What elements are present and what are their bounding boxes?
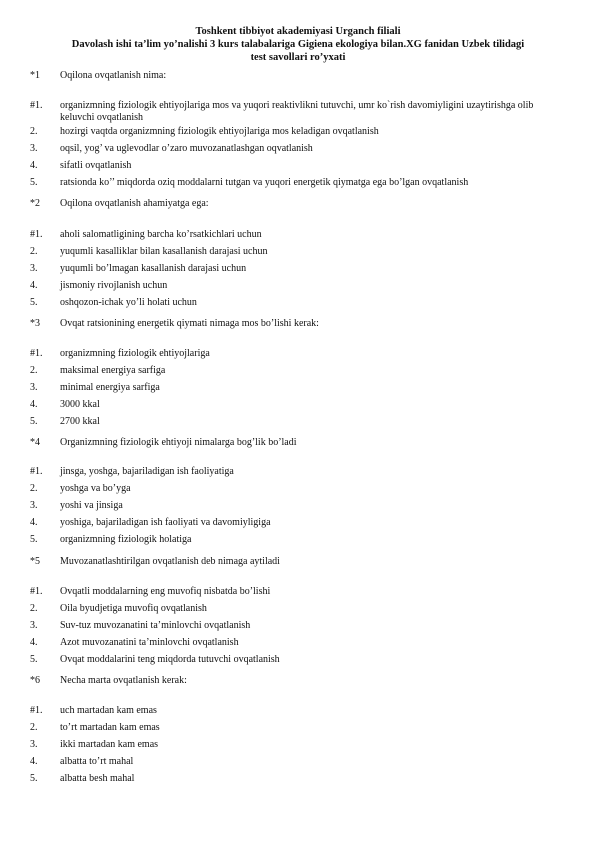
question-number: *6 bbox=[30, 675, 40, 686]
question-number: *4 bbox=[30, 437, 40, 448]
option-number: 5. bbox=[30, 654, 38, 665]
option-text: Suv-tuz muvozanatini ta’minlovchi ovqatlanish bbox=[60, 620, 251, 631]
question-number: *2 bbox=[30, 198, 40, 209]
option-number: 3. bbox=[30, 620, 38, 631]
option-text: Azot muvozanatini ta’minlovchi ovqatlanish bbox=[60, 637, 239, 648]
option-text: Ovqat moddalarini teng miqdorda tutuvchi ovqatlanish bbox=[60, 654, 280, 665]
document-title-line-1: Toshkent tibbiyot akademiyasi Urganch filiali bbox=[195, 26, 401, 37]
option-number: #1. bbox=[30, 586, 43, 597]
option-text: to’rt martadan kam emas bbox=[60, 722, 160, 733]
option-number: 5. bbox=[30, 773, 38, 784]
option-number: #1. bbox=[30, 100, 43, 111]
option-number: 3. bbox=[30, 739, 38, 750]
option-number: 2. bbox=[30, 246, 38, 257]
option-number: 2. bbox=[30, 603, 38, 614]
option-number: #1. bbox=[30, 229, 43, 240]
option-number: 4. bbox=[30, 756, 38, 767]
option-number: 5. bbox=[30, 416, 38, 427]
option-text: yoshiga, bajariladigan ish faoliyati va davomiyligiga bbox=[60, 517, 271, 528]
option-number: #1. bbox=[30, 466, 43, 477]
option-number: 2. bbox=[30, 126, 38, 137]
option-text: oqsil, yog’ va uglevodlar o’zaro muvozanatlashgan oqvatlanish bbox=[60, 143, 313, 154]
option-number: 5. bbox=[30, 177, 38, 188]
option-text: sifatli ovqatlanish bbox=[60, 160, 132, 171]
option-text: organizmning fiziologik holatiga bbox=[60, 534, 192, 545]
question-text: Oqilona ovqatlanish ahamiyatga ega: bbox=[60, 198, 209, 209]
option-text: organizmning fiziologik ehtiyojlariga mos va yuqori reaktivlikni tutuvchi, umr ko`rish davomiyligini uzaytirishga olib keluvchi ovqatlanish bbox=[60, 100, 534, 123]
option-text: ratsionda ko’’ miqdorda oziq moddalarni tutgan va yuqori energetik qiymatga ega bo’lgan ovqatlanish bbox=[60, 177, 469, 188]
option-text: yuqumli bo’lmagan kasallanish darajasi uchun bbox=[60, 263, 247, 274]
option-text: oshqozon-ichak yo’li holati uchun bbox=[60, 297, 197, 308]
option-text: yoshi va jinsiga bbox=[60, 500, 123, 511]
option-text: hozirgi vaqtda organizmning fiziologik ehtiyojlariga mos keladigan ovqatlanish bbox=[60, 126, 379, 137]
option-text: jismoniy rivojlanish uchun bbox=[60, 280, 168, 291]
option-text: albatta to’rt mahal bbox=[60, 756, 134, 767]
document-title-line-2: Davolash ishi ta’lim yo’nalishi 3 kurs talabalariga Gigiena ekologiya bilan.XG fanidan Uzbek tilidagi bbox=[71, 39, 525, 50]
question-text: Ovqat ratsionining energetik qiymati nimaga mos bo’lishi kerak: bbox=[60, 318, 319, 329]
option-number: 2. bbox=[30, 722, 38, 733]
option-number: 4. bbox=[30, 637, 38, 648]
option-number: 5. bbox=[30, 297, 38, 308]
option-number: 5. bbox=[30, 534, 38, 545]
option-number: 4. bbox=[30, 160, 38, 171]
option-number: 3. bbox=[30, 382, 38, 393]
option-number: 4. bbox=[30, 399, 38, 410]
option-number: 4. bbox=[30, 517, 38, 528]
question-number: *1 bbox=[30, 70, 40, 81]
option-text: jinsga, yoshga, bajariladigan ish faoliyatiga bbox=[60, 466, 234, 477]
option-number: 4. bbox=[30, 280, 38, 291]
option-text: yuqumli kasalliklar bilan kasallanish darajasi uchun bbox=[60, 246, 268, 257]
option-text: albatta besh mahal bbox=[60, 773, 135, 784]
option-text: Oila byudjetiga muvofiq ovqatlanish bbox=[60, 603, 207, 614]
option-number: 3. bbox=[30, 143, 38, 154]
question-text: Organizmning fiziologik ehtiyoji nimalarga bog’lik bo’ladi bbox=[60, 437, 297, 448]
question-text: Necha marta ovqatlanish kerak: bbox=[60, 675, 187, 686]
question-text: Muvozanatlashtirilgan ovqatlanish deb nimaga aytiladi bbox=[60, 556, 280, 567]
option-number: 2. bbox=[30, 365, 38, 376]
option-number: 2. bbox=[30, 483, 38, 494]
option-number: #1. bbox=[30, 348, 43, 359]
option-number: 3. bbox=[30, 263, 38, 274]
option-text: organizmning fiziologik ehtiyojlariga bbox=[60, 348, 210, 359]
question-number: *3 bbox=[30, 318, 40, 329]
option-text: minimal energiya sarfiga bbox=[60, 382, 160, 393]
option-text: yoshga va bo’yga bbox=[60, 483, 131, 494]
option-number: #1. bbox=[30, 705, 43, 716]
option-text: maksimal energiya sarfiga bbox=[60, 365, 166, 376]
question-number: *5 bbox=[30, 556, 40, 567]
document-title-line-3: test savollari ro’yxati bbox=[250, 52, 346, 63]
option-text: Ovqatli moddalarning eng muvofiq nisbatda bo’lishi bbox=[60, 586, 271, 597]
option-text: uch martadan kam emas bbox=[60, 705, 157, 716]
option-text: 2700 kkal bbox=[60, 416, 100, 427]
option-number: 3. bbox=[30, 500, 38, 511]
option-text: 3000 kkal bbox=[60, 399, 100, 410]
question-text: Oqilona ovqatlanish nima: bbox=[60, 70, 167, 81]
option-text: aholi salomatligining barcha ko’rsatkichlari uchun bbox=[60, 229, 262, 240]
option-text: ikki martadan kam emas bbox=[60, 739, 159, 750]
